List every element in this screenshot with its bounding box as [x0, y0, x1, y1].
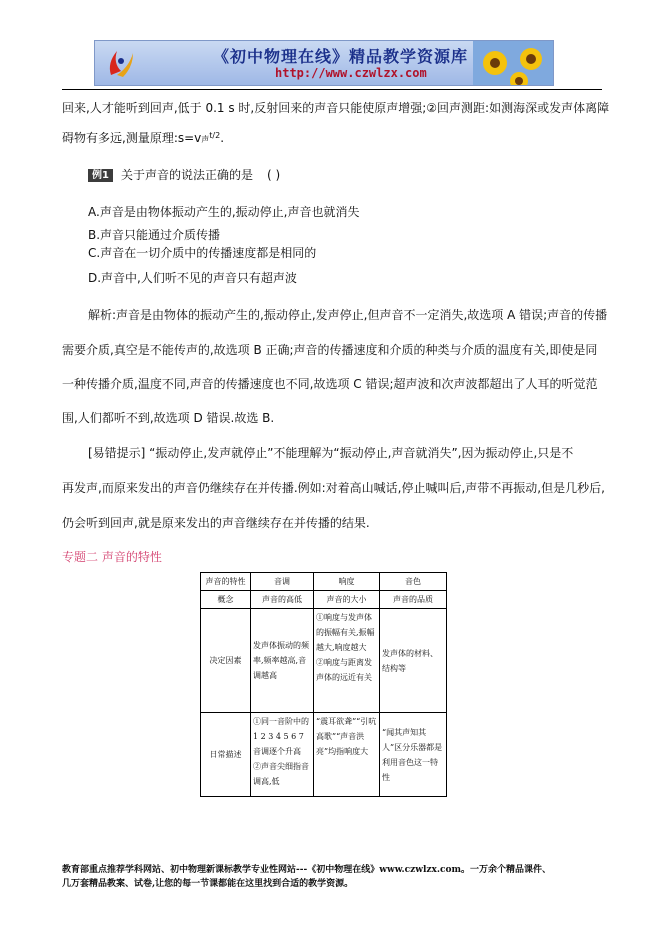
banner-title: 《初中物理在线》精品教学资源库	[213, 47, 469, 66]
formula-fraction: t/2	[209, 131, 221, 140]
table-cell: ①响度与发声体的振幅有关,振幅越大,响度越大 ②响度与距离发声体的远近有关	[314, 609, 380, 713]
table-row	[201, 591, 447, 609]
table-cell: 发声体振动的频率,频率越高,音调越高	[251, 609, 314, 713]
table-cell: 声音的高低	[251, 591, 314, 609]
table-cell: 发声体的材料、结构等	[380, 609, 447, 713]
table-cell: ①同一音阶中的 1 2 3 4 5 6 7 音调逐个升高 ②声音尖细指音调高,低	[251, 713, 314, 797]
table-cell: 日常描述	[201, 713, 251, 797]
table-header-cell: 响度	[314, 573, 380, 591]
formula-main: s=v	[177, 131, 202, 145]
formula-intro: 碍物有多远,测量原理:	[62, 131, 178, 145]
formula-line	[62, 129, 224, 147]
site-logo-icon	[103, 45, 139, 81]
header-banner	[94, 40, 554, 86]
analysis-line: 解析:声音是由物体的振动产生的,振动停止,发声停止,但声音不一定消失,故选项 A 错误;声音的传播	[88, 308, 608, 322]
analysis-line: 需要介质,真空是不能传声的,故选项 B 正确;声音的传播速度和介质的种类与介质的温度有关,即使是同	[62, 343, 598, 357]
tip-line: 再发声,而原来发出的声音仍继续存在并传播.例如:对着高山喊话,停止喊叫后,声带不再振动,但是几秒后,	[62, 481, 605, 495]
question-text: 关于声音的说法正确的是	[120, 168, 253, 182]
table-row	[201, 573, 447, 591]
analysis-line: 一种传播介质,温度不同,声音的传播速度也不同,故选项 C 错误;超声波和次声波都超出了人耳的听觉范	[62, 377, 598, 391]
option-d: D.声音中,人们听不见的声音只有超声波	[88, 271, 297, 285]
analysis-line: 围,人们都听不到,故选项 D 错误.故选 B.	[62, 411, 275, 425]
table-header-cell: 音色	[380, 573, 447, 591]
tip-line: 仍会听到回声,就是原来发出的声音继续存在并传播的结果.	[62, 516, 370, 530]
table-cell: “闻其声知其人”区分乐器都是利用音色这一特性	[380, 713, 447, 797]
section-title: 专题二 声音的特性	[62, 550, 162, 564]
formula-end: .	[220, 131, 225, 145]
footer-line: 几万套精品教案、试卷,让您的每一节课都能在这里找到合适的教学资源。	[62, 879, 354, 889]
tip-line: [易错提示] “振动停止,发声就停止”不能理解为“振动停止,声音就消失”,因为振动停止,只是不	[88, 446, 574, 460]
sunflower-icon	[473, 41, 553, 86]
table-cell: “震耳欲聋”“引吭高歌”“声音洪亮”均指响度大	[314, 713, 380, 797]
text-line: 回来,人才能听到回声,低于 0.1 s 时,反射回来的声音只能使原声增强;②回声测距:如测海深或发声体离障	[62, 101, 610, 115]
formula-sub: 声	[201, 135, 210, 144]
example-tag: 例1	[88, 169, 113, 182]
sound-properties-table	[200, 572, 447, 797]
table-row	[201, 609, 447, 713]
table-header-cell: 声音的特性	[201, 573, 251, 591]
banner-url: http://www.czwlzx.com	[275, 66, 427, 80]
table-cell: 声音的品质	[380, 591, 447, 609]
table-header-cell: 音调	[251, 573, 314, 591]
option-b: B.声音只能通过介质传播	[88, 228, 221, 242]
table-row	[201, 713, 447, 797]
header-rule	[62, 89, 602, 90]
option-a: A.声音是由物体振动产生的,振动停止,声音也就消失	[88, 205, 360, 219]
option-c: C.声音在一切介质中的传播速度都是相同的	[88, 246, 317, 260]
table-cell: 概念	[201, 591, 251, 609]
table-cell: 决定因素	[201, 609, 251, 713]
example-question	[88, 168, 280, 182]
table-cell: 声音的大小	[314, 591, 380, 609]
footer-line: 教育部重点推荐学科网站、初中物理新课标教学专业性网站---《初中物理在线》www.czwlzx.com。一万余个精品课件、	[62, 865, 552, 875]
answer-paren: ( )	[266, 168, 281, 182]
